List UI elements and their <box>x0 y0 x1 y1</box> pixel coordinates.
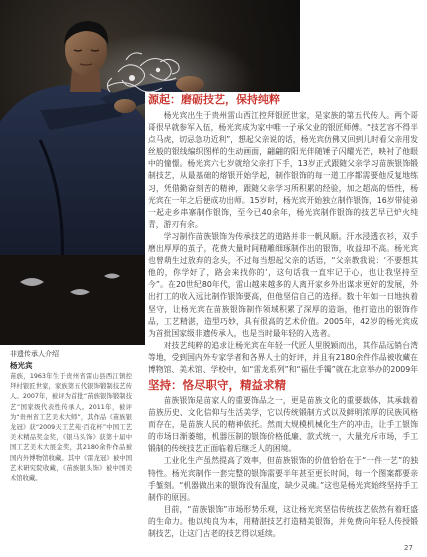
paragraph: 苗族银饰是苗家人的重要饰品之一，更是苗族文化的重要载体，其承载着苗族历史、文化信仰与生活美学，它以传统锻制方式以及鲜明浓厚的民族风格而存在，是苗族人民的精神依托。然而大规模机械化生产的冲击，让手工银饰的市场日渐萎缩，机器压制的银饰价格低廉、款式统一，大量充斥市场，手工锻制的传统技艺正面临着后继乏人的困境。 <box>148 396 418 454</box>
workbench <box>0 255 150 345</box>
section-heading-origin: 源起：磨砺技艺，保持纯粹 <box>148 93 280 106</box>
paragraph: 目前，“苗族银饰”市场形势乐观，这让杨光宾坚信传统技艺依然有着旺盛的生命力。他以纯良为本，用精湛技艺打造精美银饰，并免费向年轻人传授锻制技艺，让这门古老的技艺得以延续。 <box>148 504 418 539</box>
inheritor-name: 杨光宾 <box>10 361 33 370</box>
paragraph: 学习制作苗族银饰为传承技艺的道路并非一帆风顺。汗水浸透衣衫，双手磨出厚厚的茧子，花费大量时间精雕细琢制作出的银饰，收益却不高。杨光宾也曾萌生过放弃的念头，不过每当想起父亲的话语，“父亲教我说：‘不要想其他的，你学好了，路会来找你的’，这句话我一直牢记于心，也让我坚持至今”。在20世纪80年代，雷山越来越多的人离开家乡外出谋求更好的发展，外出打工的收入远比制作银饰要高，但他坚信自己的选择。数十年如一日地执着坚守，让杨光宾在苗族银饰制作领域积累了深厚的造诣，他打造出的银饰作品，工艺精湛，造型巧妙，具有很高的艺术价值。2005年，42岁的杨光宾成为首批国家级非遗传承人，也是当时最年轻的入选者。 <box>148 231 418 338</box>
inheritor-bio: 苗族，1963年生于贵州省雷山县西江镇控拜村银匠世家，家族第五代银饰锻制技艺传人。2007年，被评为首批“苗族银饰锻制技艺”国家级代表性传承人。2011年，被评为“贵州省工艺美术大师”，其作品《苗族银龙冠》获“2009天工艺苑·百花杯”中国工艺美术精品奖金奖，《银马头饰》获第十届中国工艺美术大展金奖，其2180余件作品被国内外博物馆收藏。其中《雷龙冠》被中国艺术研究院收藏，《苗族银头饰》被中国美术馆收藏。 <box>10 373 132 483</box>
section-body-persistence <box>148 395 418 545</box>
sidebar-label: 非遗传承人介绍 <box>10 350 59 358</box>
page-number: 27 <box>404 544 413 552</box>
inheritor-sidebar <box>10 349 132 514</box>
section-body-origin <box>148 110 418 376</box>
left-hand <box>114 99 136 113</box>
right-hand <box>176 76 204 92</box>
paragraph: 工业化生产虽然提高了效率，但苗族银饰的价值恰恰在于“一件一艺”的独特性。杨光宾制作一套完整的银饰需要半年甚至更长时间，每一个图案都要亲手錾刻。“机器做出来的银饰没有温度，缺少灵魂。”这也是杨光宾始终坚持手工制作的原因。 <box>148 456 418 502</box>
paragraph: 对技艺纯粹的追求让杨光宾在年轻一代匠人里脱颖而出，其作品远销台湾等地，受到国内外专家学者和各界人士的好评，并且有2180余件作品被收藏在博物馆、美术馆、学校中，如“雷龙系列”和“福仕手镯”就在北京举办的2009年 <box>148 340 418 374</box>
paragraph: 杨光宾出生于贵州雷山西江控拜银匠世家，是家族的第五代传人。两个哥哥很早就参军入伍，杨光宾成为家中唯一子承父业的银匠师傅。“技艺容不得半点马虎，切忌急功近利”，想起父亲说的话，杨光宾仿佛又回到儿时看父亲用发丝般的银线编织图样的生动画面，翩翩的阳光伴随锤子闪耀光芒，映衬了他眼中的憧憬。杨光宾六七岁就给父亲打下手，13岁正式跟随父亲学习苗族银饰锻制技艺，从最基础的熔银开始学起，制作银饰的每一道工序都需要他反复地练习，凭借勤奋刻苦的精神，跟随父亲学习所积累的经验，加之超高的悟性，杨光宾在一年之后便成功出师。15岁时，杨光宾开始独立制作银饰，16岁带徒弟一起走乡串寨制作银饰，至今已40余年，杨光宾制作银饰的技艺早已炉火纯青，游刃有余。 <box>148 111 418 229</box>
section-heading-persistence: 坚持：恪尽职守，精益求精 <box>148 378 286 392</box>
